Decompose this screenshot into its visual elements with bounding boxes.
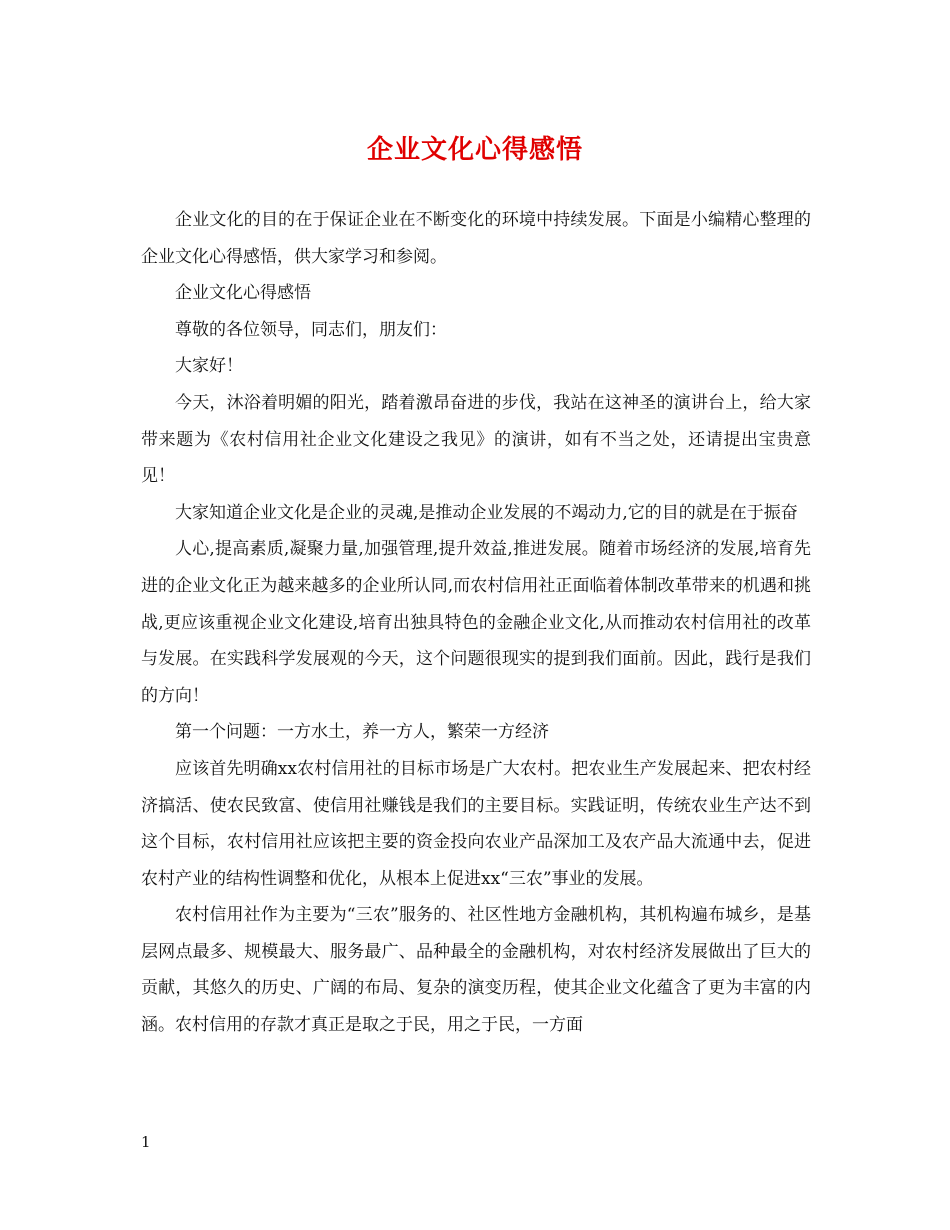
page-number: 1 — [141, 1133, 151, 1151]
paragraph: 人心,提高素质,凝聚力量,加强管理,提升效益,推进发展。随着市场经济的发展,培育先进的企业文化正为越来越多的企业所认同,而农村信用社正面临着体制改革带来的机遇和挑战,更应该重视企业文化建设,培育出独具特色的金融企业文化,从而推动农村信用社的改革与发展。在实践科学发展观的今天，这个问题很现实的提到我们面前。因此，践行是我们的方向！ — [141, 539, 811, 706]
document-body — [141, 202, 811, 1044]
paragraph: 大家知道企业文化是企业的灵魂,是推动企业发展的不竭动力,它的目的就是在于振奋 — [175, 502, 798, 523]
paragraph: 企业文化心得感悟 — [175, 283, 311, 304]
paragraph: 大家好！ — [175, 356, 243, 377]
paragraph: 应该首先明确xx农村信用社的目标市场是广大农村。把农业生产发展起来、把农村经济搞活、使农民致富、使信用社赚钱是我们的主要目标。实践证明，传统农业生产达不到这个目标，农村信用社应该把主要的资金投向农业产品深加工及农产品大流通中去，促进农村产业的结构性调整和优化，从根本上促进xx“三农”事业的发展。 — [141, 758, 811, 889]
paragraph: 尊敬的各位领导，同志们，朋友们： — [175, 319, 447, 340]
paragraph: 农村信用社作为主要为“三农”服务的、社区性地方金融机构，其机构遍布城乡，是基层网点最多、规模最大、服务最广、品种最全的金融机构，对农村经济发展做出了巨大的贡献，其悠久的历史、广阔的布局、复杂的演变历程，使其企业文化蕴含了更为丰富的内涵。农村信用的存款才真正是取之于民，用之于民，一方面 — [141, 905, 811, 1036]
paragraph: 今天，沐浴着明媚的阳光，踏着激昂奋进的步伐，我站在这神圣的演讲台上，给大家带来题为《农村信用社企业文化建设之我见》的演讲，如有不当之处，还请提出宝贵意见！ — [141, 392, 811, 487]
paragraph: 第一个问题：一方水土，养一方人，繁荣一方经济 — [175, 722, 549, 743]
document-title: 企业文化心得感悟 — [366, 135, 583, 165]
paragraph: 企业文化的目的在于保证企业在不断变化的环境中持续发展。下面是小编精心整理的企业文化心得感悟，供大家学习和参阅。 — [141, 210, 811, 267]
